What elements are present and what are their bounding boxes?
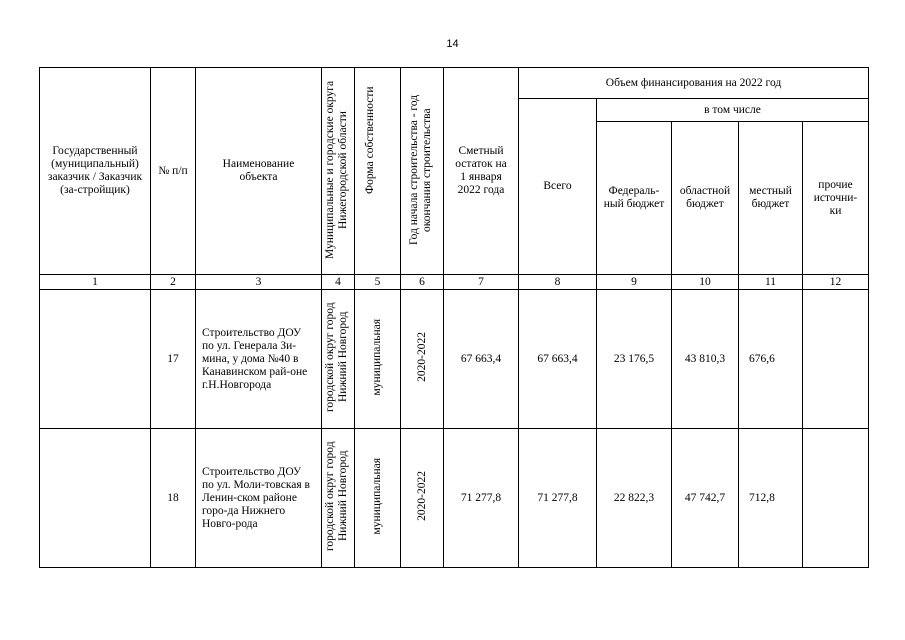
column-number: 1 bbox=[40, 275, 151, 290]
row-years bbox=[401, 290, 444, 429]
row-total: 67 663,4 bbox=[519, 290, 597, 429]
row-num: 17 bbox=[151, 290, 196, 429]
row-years bbox=[401, 429, 444, 568]
header-federal: Федераль-ный бюджет bbox=[597, 122, 672, 275]
header-including: в том числе bbox=[597, 99, 869, 122]
row-years-label: 2020-2022 bbox=[415, 471, 428, 521]
row-estimate-balance: 71 277,8 bbox=[444, 429, 519, 568]
row-federal: 22 822,3 bbox=[597, 429, 672, 568]
row-federal: 23 176,5 bbox=[597, 290, 672, 429]
header-customer: Государственный (муниципальный) заказчик / Заказчик (за-стройщик) bbox=[40, 68, 151, 275]
row-estimate-balance: 67 663,4 bbox=[444, 290, 519, 429]
column-number: 3 bbox=[196, 275, 322, 290]
column-number: 5 bbox=[355, 275, 401, 290]
header-financing-title: Объем финансирования на 2022 год bbox=[519, 68, 869, 99]
column-number: 2 bbox=[151, 275, 196, 290]
table-row bbox=[40, 429, 869, 568]
column-number: 9 bbox=[597, 275, 672, 290]
row-ownership bbox=[355, 290, 401, 429]
row-years-label: 2020-2022 bbox=[415, 332, 428, 382]
row-customer bbox=[40, 290, 151, 429]
column-number: 8 bbox=[519, 275, 597, 290]
column-number: 4 bbox=[322, 275, 355, 290]
header-ownership bbox=[355, 68, 401, 275]
column-numbers-row bbox=[40, 275, 869, 290]
column-number: 7 bbox=[444, 275, 519, 290]
row-ownership-label: муниципальная bbox=[371, 318, 383, 396]
header-estimate-balance: Сметный остаток на 1 января 2022 года bbox=[444, 68, 519, 275]
row-ownership bbox=[355, 429, 401, 568]
row-other bbox=[803, 290, 869, 429]
row-object-name: Строительство ДОУ по ул. Генерала Зи-мина, у дома №40 в Канавинском рай-оне г.Н.Новгорода bbox=[196, 290, 322, 429]
header-municipality bbox=[322, 68, 355, 275]
row-regional: 43 810,3 bbox=[672, 290, 739, 429]
row-ownership-label: муниципальная bbox=[371, 457, 383, 535]
financing-table bbox=[39, 67, 869, 568]
table-row bbox=[40, 290, 869, 429]
column-number: 10 bbox=[672, 275, 739, 290]
header-total: Всего bbox=[519, 99, 597, 275]
row-local: 676,6 bbox=[739, 290, 803, 429]
header-other: прочие источни-ки bbox=[803, 122, 869, 275]
row-total: 71 277,8 bbox=[519, 429, 597, 568]
row-object-name: Строительство ДОУ по ул. Моли-товская в Ленин-ском районе горо-да Нижнего Новго-рода bbox=[196, 429, 322, 568]
header-years-label: Год начала строительства - год окончания строительства bbox=[408, 94, 433, 246]
row-municipality-label: городской округ город Нижний Новгород bbox=[324, 441, 349, 551]
row-municipality bbox=[322, 290, 355, 429]
header-local: местный бюджет bbox=[739, 122, 803, 275]
row-municipality-label: городской округ город Нижний Новгород bbox=[324, 302, 349, 412]
header-municipality-label: Муниципальные и городские округа Нижегородской области bbox=[324, 80, 349, 260]
page-number: 14 bbox=[446, 38, 459, 50]
row-municipality bbox=[322, 429, 355, 568]
row-other bbox=[803, 429, 869, 568]
header-object-name: Наименование объекта bbox=[196, 68, 322, 275]
column-number: 6 bbox=[401, 275, 444, 290]
header-ownership-label: Форма собственности bbox=[363, 86, 376, 194]
row-regional: 47 742,7 bbox=[672, 429, 739, 568]
header-num: № п/п bbox=[151, 68, 196, 275]
row-customer bbox=[40, 429, 151, 568]
row-num: 18 bbox=[151, 429, 196, 568]
header-years bbox=[401, 68, 444, 275]
column-number: 11 bbox=[739, 275, 803, 290]
header-regional: областной бюджет bbox=[672, 122, 739, 275]
column-number: 12 bbox=[803, 275, 869, 290]
row-local: 712,8 bbox=[739, 429, 803, 568]
